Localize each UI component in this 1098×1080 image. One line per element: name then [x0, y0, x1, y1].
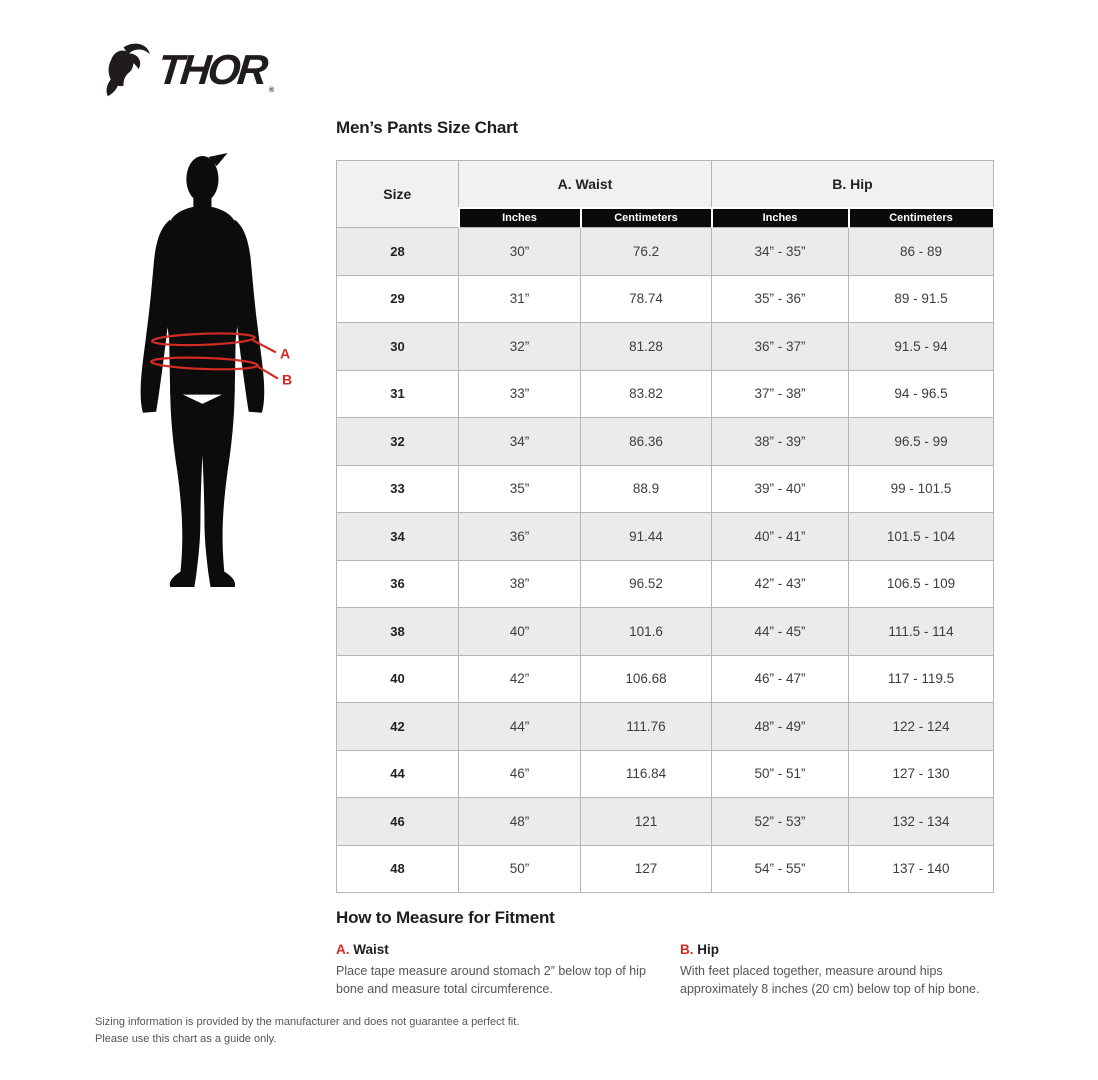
waist-centimeters-cell: 81.28	[581, 323, 712, 371]
brand-logo	[100, 42, 274, 98]
waist-inches-cell: 48”	[459, 798, 581, 846]
size-cell: 36	[337, 560, 459, 608]
hip-inches-cell: 42” - 43”	[712, 560, 849, 608]
hip-inches-cell: 37” - 38”	[712, 370, 849, 418]
trademark-symbol: ®	[269, 87, 275, 94]
waist-centimeters-cell: 127	[581, 845, 712, 893]
column-header-waist-group: A. Waist	[459, 161, 712, 209]
measure-waist-text: Place tape measure around stomach 2” below top of hip bone and measure total circumference.	[336, 964, 646, 997]
measure-waist-name: Waist	[353, 942, 389, 957]
waist-inches-cell: 46”	[459, 750, 581, 798]
measure-waist-key: A.	[336, 942, 350, 957]
waist-inches-cell: 42”	[459, 655, 581, 703]
waist-centimeters-cell: 83.82	[581, 370, 712, 418]
size-table-body	[337, 228, 994, 893]
hip-centimeters-cell: 99 - 101.5	[849, 465, 994, 513]
disclaimer-line-1: Sizing information is provided by the manufacturer and does not guarantee a perfect fit.	[95, 1016, 520, 1028]
hip-centimeters-cell: 96.5 - 99	[849, 418, 994, 466]
column-header-waist-inches: Inches	[459, 208, 581, 228]
measure-hip-block	[680, 942, 980, 998]
hip-inches-cell: 35” - 36”	[712, 275, 849, 323]
waist-inches-cell: 35”	[459, 465, 581, 513]
waist-band-label: A	[279, 345, 291, 362]
waist-inches-cell: 38”	[459, 560, 581, 608]
column-header-hip-group: B. Hip	[712, 161, 994, 209]
waist-centimeters-cell: 78.74	[581, 275, 712, 323]
hip-inches-cell: 39” - 40”	[712, 465, 849, 513]
hip-inches-cell: 54” - 55”	[712, 845, 849, 893]
waist-inches-cell: 31”	[459, 275, 581, 323]
hip-centimeters-cell: 127 - 130	[849, 750, 994, 798]
size-cell: 30	[337, 323, 459, 371]
waist-centimeters-cell: 76.2	[581, 228, 712, 276]
measure-hip-name: Hip	[697, 942, 720, 957]
body-measurement-diagram	[128, 153, 298, 591]
waist-inches-cell: 50”	[459, 845, 581, 893]
hip-inches-cell: 36” - 37”	[712, 323, 849, 371]
hip-inches-cell: 40” - 41”	[712, 513, 849, 561]
size-cell: 40	[337, 655, 459, 703]
disclaimer-line-2: Please use this chart as a guide only.	[95, 1033, 277, 1046]
goat-head-icon	[100, 42, 154, 98]
waist-inches-cell: 30”	[459, 228, 581, 276]
measure-section-title: How to Measure for Fitment	[336, 908, 555, 927]
table-row	[337, 703, 994, 751]
waist-centimeters-cell: 101.6	[581, 608, 712, 656]
hip-inches-cell: 44” - 45”	[712, 608, 849, 656]
measure-waist-label	[336, 942, 666, 957]
hip-centimeters-cell: 117 - 119.5	[849, 655, 994, 703]
table-row	[337, 655, 994, 703]
hip-inches-cell: 50” - 51”	[712, 750, 849, 798]
waist-inches-cell: 33”	[459, 370, 581, 418]
table-row	[337, 228, 994, 276]
size-cell: 34	[337, 513, 459, 561]
waist-inches-cell: 36”	[459, 513, 581, 561]
waist-inches-cell: 40”	[459, 608, 581, 656]
size-table	[336, 160, 995, 893]
hip-inches-cell: 34” - 35”	[712, 228, 849, 276]
waist-inches-cell: 34”	[459, 418, 581, 466]
hip-inches-cell: 48” - 49”	[712, 703, 849, 751]
hip-centimeters-cell: 132 - 134	[849, 798, 994, 846]
page-title: Men’s Pants Size Chart	[336, 118, 519, 137]
hip-centimeters-cell: 137 - 140	[849, 845, 994, 893]
table-row	[337, 513, 994, 561]
sizing-disclaimer	[95, 1014, 519, 1048]
measure-hip-label	[680, 942, 980, 957]
column-header-waist-centimeters: Centimeters	[581, 208, 712, 228]
table-row	[337, 845, 994, 893]
size-cell: 38	[337, 608, 459, 656]
waist-centimeters-cell: 111.76	[581, 703, 712, 751]
hip-centimeters-cell: 91.5 - 94	[849, 323, 994, 371]
size-chart	[336, 160, 995, 893]
hip-inches-cell: 46” - 47”	[712, 655, 849, 703]
table-row	[337, 465, 994, 513]
waist-inches-cell: 44”	[459, 703, 581, 751]
hip-band-label: B	[281, 371, 293, 388]
hip-centimeters-cell: 89 - 91.5	[849, 275, 994, 323]
table-row	[337, 608, 994, 656]
table-row	[337, 418, 994, 466]
table-row	[337, 370, 994, 418]
hip-centimeters-cell: 106.5 - 109	[849, 560, 994, 608]
column-header-hip-inches: Inches	[712, 208, 849, 228]
waist-centimeters-cell: 86.36	[581, 418, 712, 466]
size-cell: 44	[337, 750, 459, 798]
size-cell: 28	[337, 228, 459, 276]
table-row	[337, 798, 994, 846]
brand-name: THOR	[155, 46, 268, 93]
hip-centimeters-cell: 94 - 96.5	[849, 370, 994, 418]
measure-hip-text: With feet placed together, measure around hips approximately 8 inches (20 cm) below top of hip bone.	[680, 964, 980, 997]
hip-centimeters-cell: 101.5 - 104	[849, 513, 994, 561]
column-header-hip-centimeters: Centimeters	[849, 208, 994, 228]
size-cell: 33	[337, 465, 459, 513]
table-row	[337, 560, 994, 608]
size-cell: 31	[337, 370, 459, 418]
size-cell: 29	[337, 275, 459, 323]
hip-centimeters-cell: 122 - 124	[849, 703, 994, 751]
table-row	[337, 275, 994, 323]
measure-hip-key: B.	[680, 942, 694, 957]
hip-inches-cell: 52” - 53”	[712, 798, 849, 846]
column-header-size: Size	[337, 161, 459, 228]
table-row	[337, 750, 994, 798]
size-cell: 42	[337, 703, 459, 751]
size-cell: 48	[337, 845, 459, 893]
waist-centimeters-cell: 88.9	[581, 465, 712, 513]
measure-waist-block	[336, 942, 666, 998]
waist-centimeters-cell: 91.44	[581, 513, 712, 561]
waist-centimeters-cell: 116.84	[581, 750, 712, 798]
waist-centimeters-cell: 121	[581, 798, 712, 846]
hip-centimeters-cell: 86 - 89	[849, 228, 994, 276]
waist-inches-cell: 32”	[459, 323, 581, 371]
table-row	[337, 323, 994, 371]
waist-centimeters-cell: 106.68	[581, 655, 712, 703]
hip-centimeters-cell: 111.5 - 114	[849, 608, 994, 656]
size-cell: 32	[337, 418, 459, 466]
size-cell: 46	[337, 798, 459, 846]
waist-centimeters-cell: 96.52	[581, 560, 712, 608]
hip-inches-cell: 38” - 39”	[712, 418, 849, 466]
